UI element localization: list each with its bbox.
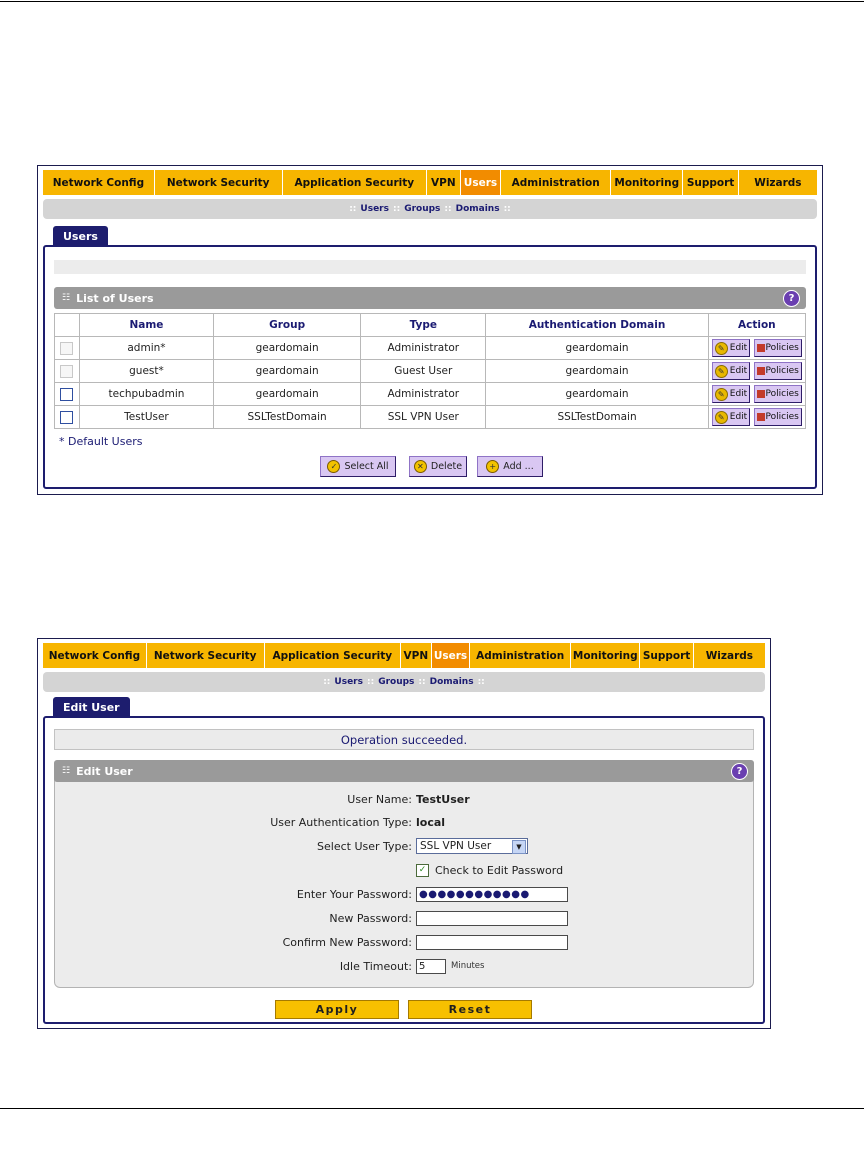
user-type: Administrator (361, 383, 486, 406)
user-domain: geardomain (486, 383, 708, 406)
bottom-rule (0, 1108, 864, 1109)
chevron-down-icon: ▼ (512, 840, 526, 854)
user-domain: SSLTestDomain (486, 406, 708, 429)
user-group: SSLTestDomain (214, 406, 361, 429)
nav-tab-vpn[interactable]: VPN (401, 643, 432, 668)
reset-button[interactable]: Reset (408, 1000, 532, 1019)
table-row (55, 383, 806, 406)
policies-button[interactable] (754, 362, 802, 380)
idle-timeout-label: Idle Timeout: (339, 959, 412, 973)
enter-password-input[interactable]: ●●●●●●●●●●●● (416, 887, 568, 902)
section-title: List of Users (76, 291, 154, 305)
nav-tab-support[interactable]: Support (640, 643, 693, 668)
help-icon[interactable]: ? (731, 763, 748, 780)
action-cell (708, 406, 805, 429)
row-checkbox (60, 342, 73, 355)
user-domain: geardomain (486, 337, 708, 360)
nav-tab-administration[interactable]: Administration (501, 170, 611, 195)
grip-icon: ☷ (62, 293, 71, 303)
add-button[interactable] (477, 456, 543, 477)
idle-timeout-input[interactable]: 5 (416, 959, 446, 974)
message-bar (54, 260, 806, 274)
nav-tab-administration[interactable]: Administration (470, 643, 571, 668)
pencil-icon: ✎ (715, 388, 728, 401)
default-users-note: * Default Users (59, 435, 143, 448)
user-type-selected: SSL VPN User (420, 840, 492, 852)
user-type: Administrator (361, 337, 486, 360)
subnav-separator: :: (392, 204, 401, 214)
policies-label: Policies (765, 389, 799, 399)
user-type-label: Select User Type: (317, 839, 412, 853)
edit-button[interactable] (712, 385, 750, 403)
nav-tab-network-security[interactable]: Network Security (155, 170, 283, 195)
edit-button[interactable] (712, 339, 750, 357)
column-header: Action (708, 314, 805, 337)
subnav-separator: :: (349, 204, 357, 214)
subnav-domains-link[interactable]: Domains (429, 677, 474, 687)
confirm-password-input[interactable] (416, 935, 568, 950)
user-name-label: User Name: (347, 792, 412, 806)
table-row (55, 406, 806, 429)
sub-nav (43, 199, 817, 219)
nav-tab-network-security[interactable]: Network Security (147, 643, 265, 668)
action-cell (708, 383, 805, 406)
confirm-password-row (55, 932, 753, 952)
auth-type-value: local (416, 815, 446, 829)
delete-button[interactable] (409, 456, 467, 477)
column-header: Authentication Domain (486, 314, 708, 337)
policies-label: Policies (765, 412, 799, 422)
subnav-separator: :: (418, 677, 426, 687)
edit-button[interactable] (712, 362, 750, 380)
subnav-separator: :: (503, 204, 511, 214)
edit-user-content (43, 716, 765, 1024)
subnav-users-link[interactable]: Users (360, 204, 389, 214)
delete-icon: ✕ (414, 460, 427, 473)
nav-tab-monitoring[interactable]: Monitoring (611, 170, 683, 195)
row-checkbox[interactable] (60, 388, 73, 401)
subnav-separator: :: (444, 204, 452, 214)
users-content (43, 245, 817, 489)
add-icon: + (486, 460, 499, 473)
edit-user-form (54, 760, 754, 988)
page-tab-edit-user[interactable]: Edit User (53, 697, 130, 717)
user-type-row (55, 836, 753, 856)
user-name-value: TestUser (416, 792, 470, 806)
main-nav (43, 170, 817, 195)
user-group: geardomain (214, 337, 361, 360)
user-name: techpubadmin (79, 383, 213, 406)
add-label: Add ... (503, 461, 534, 472)
nav-tab-network-config[interactable]: Network Config (43, 170, 155, 195)
confirm-password-label: Confirm New Password: (282, 935, 412, 949)
auth-type-label: User Authentication Type: (270, 815, 412, 829)
page-tab-users[interactable]: Users (53, 226, 108, 246)
idle-timeout-row (55, 956, 753, 976)
section-title: Edit User (76, 764, 133, 778)
policies-icon (757, 413, 765, 421)
row-checkbox[interactable] (60, 411, 73, 424)
subnav-separator: :: (366, 677, 375, 687)
main-nav (43, 643, 765, 668)
apply-button[interactable]: Apply (275, 1000, 399, 1019)
grip-icon: ☷ (62, 766, 71, 776)
nav-tab-support[interactable]: Support (683, 170, 738, 195)
column-header: Type (361, 314, 486, 337)
subnav-domains-link[interactable]: Domains (455, 204, 500, 214)
user-name-row (55, 789, 753, 809)
user-domain: geardomain (486, 360, 708, 383)
action-cell (708, 337, 805, 360)
help-icon[interactable]: ? (783, 290, 800, 307)
table-row (55, 360, 806, 383)
nav-tab-users[interactable]: Users (461, 170, 502, 195)
new-password-input[interactable] (416, 911, 568, 926)
auth-type-row (55, 812, 753, 832)
subnav-groups-link[interactable]: Groups (378, 677, 415, 687)
table-row (55, 337, 806, 360)
edit-password-label: Check to Edit Password (435, 863, 564, 877)
user-group: geardomain (214, 360, 361, 383)
delete-label: Delete (430, 461, 463, 472)
user-name: admin* (79, 337, 213, 360)
policies-icon (757, 367, 765, 375)
subnav-groups-link[interactable]: Groups (404, 204, 441, 214)
user-type: Guest User (361, 360, 486, 383)
action-cell (708, 360, 805, 383)
pencil-icon: ✎ (715, 342, 728, 355)
edit-label: Edit (729, 389, 748, 399)
edit-password-row (55, 860, 753, 880)
nav-tab-network-config[interactable]: Network Config (43, 643, 147, 668)
user-group: geardomain (214, 383, 361, 406)
select-all-button[interactable] (320, 456, 396, 477)
top-rule (0, 1, 864, 2)
nav-tab-wizards[interactable]: Wizards (754, 176, 802, 189)
table-header-row (55, 314, 806, 337)
nav-tab-application-security[interactable]: Application Security (265, 643, 401, 668)
edit-label: Edit (729, 366, 748, 376)
user-type: SSL VPN User (361, 406, 486, 429)
subnav-separator: :: (323, 677, 331, 687)
status-message: Operation succeeded. (54, 729, 754, 750)
subnav-separator: :: (477, 677, 485, 687)
edit-label: Edit (729, 343, 748, 353)
nav-tab-application-security[interactable]: Application Security (283, 170, 428, 195)
edit-button[interactable] (712, 408, 750, 426)
check-circle-icon: ✓ (327, 460, 340, 473)
enter-password-row (55, 884, 753, 904)
select-column-header (55, 314, 80, 337)
new-password-row (55, 908, 753, 928)
nav-tab-vpn[interactable]: VPN (427, 170, 461, 195)
policies-label: Policies (765, 366, 799, 376)
user-type-select[interactable] (416, 838, 528, 854)
edit-user-header (54, 760, 754, 782)
policies-label: Policies (765, 343, 799, 353)
users-list-screenshot (37, 165, 823, 495)
policies-icon (757, 344, 765, 352)
edit-password-checkbox[interactable]: ✓ (416, 864, 429, 877)
edit-user-screenshot (37, 638, 771, 1029)
users-table (54, 313, 806, 429)
list-of-users-header (54, 287, 806, 309)
column-header: Group (214, 314, 361, 337)
subnav-users-link[interactable]: Users (334, 677, 363, 687)
row-checkbox (60, 365, 73, 378)
sub-nav (43, 672, 765, 692)
idle-timeout-unit: Minutes (451, 961, 485, 971)
pencil-icon: ✎ (715, 365, 728, 378)
user-name: TestUser (79, 406, 213, 429)
pencil-icon: ✎ (715, 411, 728, 424)
edit-label: Edit (729, 412, 748, 422)
policies-button[interactable] (754, 408, 802, 426)
select-all-label: Select All (344, 461, 389, 472)
nav-tab-users[interactable]: Users (432, 643, 471, 668)
policies-icon (757, 390, 765, 398)
new-password-label: New Password: (329, 911, 412, 925)
user-name: guest* (79, 360, 213, 383)
column-header: Name (79, 314, 213, 337)
nav-tab-wizards[interactable]: Wizards (705, 649, 754, 662)
enter-password-label: Enter Your Password: (296, 887, 412, 901)
nav-tab-monitoring[interactable]: Monitoring (571, 643, 640, 668)
policies-button[interactable] (754, 339, 802, 357)
policies-button[interactable] (754, 385, 802, 403)
